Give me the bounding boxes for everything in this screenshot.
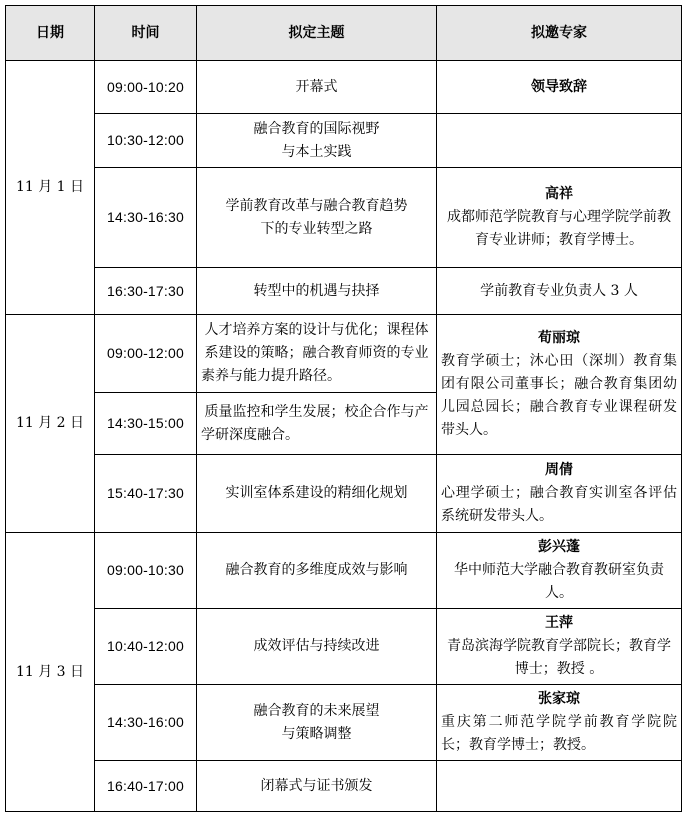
expert-description: 成都师范学院教育与心理学院学前教育专业讲师；教育学博士。: [447, 209, 671, 248]
topic-cell: 学前教育改革与融合教育趋势 下的专业转型之路: [197, 168, 437, 268]
expert-cell: [437, 268, 682, 315]
time-cell: 09:00-12:00: [95, 315, 197, 393]
expert-name: 彭兴蓬: [538, 539, 580, 555]
expert-description: 华中师范大学融合教育教研室负责人。: [454, 562, 664, 601]
expert-cell: [437, 114, 682, 168]
expert-cell: [437, 761, 682, 812]
table-row: [6, 761, 682, 812]
expert-description: 学前教育专业负责人 3 人: [480, 282, 638, 299]
expert-name: 荀丽琼: [538, 330, 580, 346]
time-cell: 09:00-10:30: [95, 533, 197, 609]
table-row: [6, 685, 682, 761]
expert-description: 青岛滨海学院教育学部院长；教育学博士；教授 。: [447, 638, 671, 677]
time-cell: 16:40-17:00: [95, 761, 197, 812]
topic-cell: 融合教育的未来展望 与策略调整: [197, 685, 437, 761]
expert-name: 周倩: [545, 462, 573, 478]
header-time: 时间: [95, 6, 197, 61]
expert-name: 领导致辞: [531, 78, 587, 95]
table-row: [6, 168, 682, 268]
table-row: [6, 268, 682, 315]
expert-cell: [437, 315, 682, 455]
table-row: [6, 61, 682, 114]
expert-description: 教育学硕士；沐心田（深圳）教育集团有限公司董事长；融合教育集团幼儿园总园长；融合教育专业课程研发带头人。: [441, 353, 677, 438]
expert-cell: [437, 168, 682, 268]
time-cell: 10:40-12:00: [95, 609, 197, 685]
expert-name: 高祥: [545, 186, 573, 202]
expert-description: 重庆第二师范学院学前教育学院院长；教育学博士；教授。: [441, 714, 677, 753]
topic-cell: 闭幕式与证书颁发: [197, 761, 437, 812]
expert-cell: [437, 455, 682, 533]
time-cell: 10:30-12:00: [95, 114, 197, 168]
topic-cell: 开幕式: [197, 61, 437, 114]
time-cell: 14:30-16:30: [95, 168, 197, 268]
schedule-table: [5, 5, 682, 812]
date-cell: 11 月 3 日: [6, 533, 95, 812]
table-row: [6, 609, 682, 685]
table-row: [6, 315, 682, 393]
time-cell: 14:30-15:00: [95, 393, 197, 455]
time-cell: 16:30-17:30: [95, 268, 197, 315]
topic-cell: 实训室体系建设的精细化规划: [197, 455, 437, 533]
expert-cell: [437, 61, 682, 114]
time-cell: 09:00-10:20: [95, 61, 197, 114]
expert-cell: [437, 609, 682, 685]
expert-cell: [437, 685, 682, 761]
topic-cell: 转型中的机遇与抉择: [197, 268, 437, 315]
header-date: 日期: [6, 6, 95, 61]
table-row: [6, 455, 682, 533]
expert-name: 张家琼: [538, 691, 580, 707]
header-row: [6, 6, 682, 61]
topic-cell: 成效评估与持续改进: [197, 609, 437, 685]
table-row: [6, 533, 682, 609]
date-cell: 11 月 1 日: [6, 61, 95, 315]
topic-cell: 融合教育的国际视野 与本土实践: [197, 114, 437, 168]
expert-cell: [437, 533, 682, 609]
topic-cell: 人才培养方案的设计与优化；课程体系建设的策略；融合教育师资的专业素养与能力提升路径。: [197, 315, 437, 393]
topic-cell: 质量监控和学生发展；校企合作与产学研深度融合。: [197, 393, 437, 455]
header-topic: 拟定主题: [197, 6, 437, 61]
time-cell: 14:30-16:00: [95, 685, 197, 761]
time-cell: 15:40-17:30: [95, 455, 197, 533]
topic-cell: 融合教育的多维度成效与影响: [197, 533, 437, 609]
date-cell: 11 月 2 日: [6, 315, 95, 533]
table-row: [6, 114, 682, 168]
header-expert: 拟邀专家: [437, 6, 682, 61]
expert-name: 王萍: [545, 615, 573, 631]
expert-description: 心理学硕士；融合教育实训室各评估系统研发带头人。: [441, 485, 677, 524]
